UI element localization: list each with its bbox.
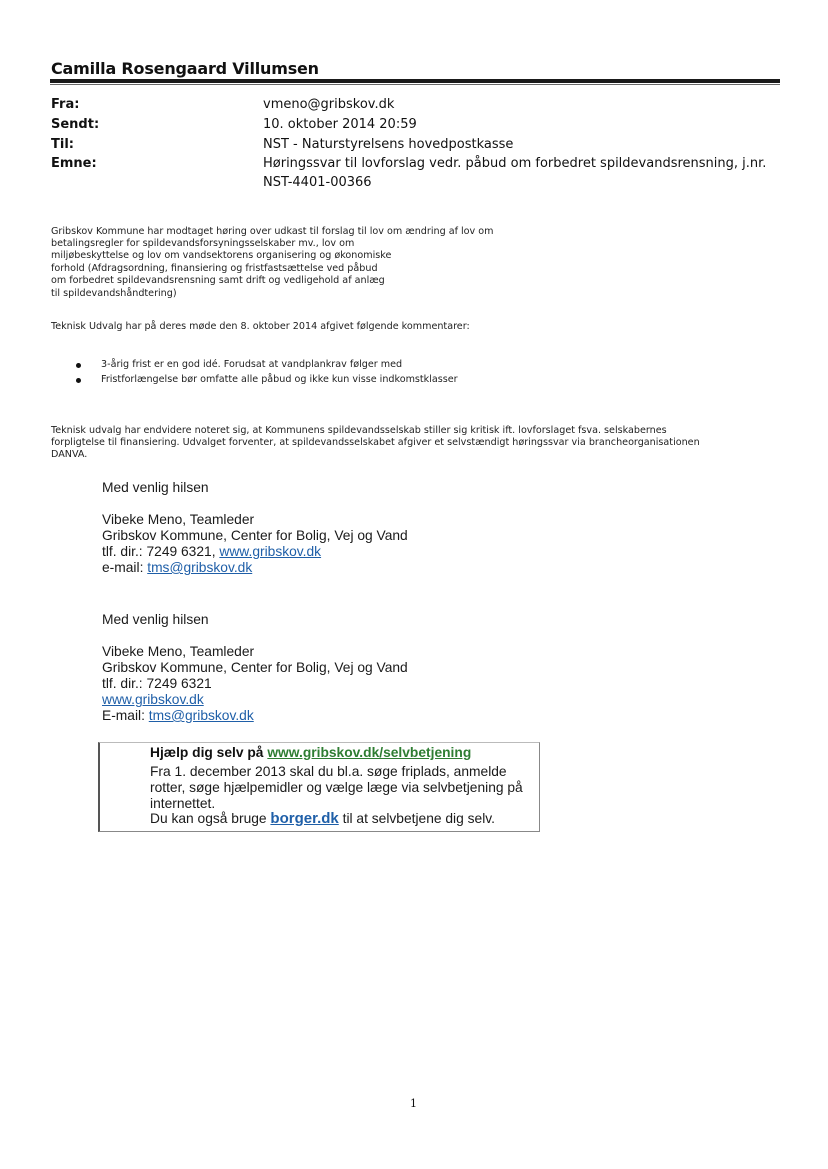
- closing-line: forpligtelse til finansiering. Udvalget forventer, at spildevandsselskabet afgiver et selvstændigt høringssvar via brancheorganisationen: [51, 437, 700, 448]
- header-rule: [50, 79, 780, 83]
- bullet-icon: [76, 363, 81, 368]
- selfservice-borger-line: [150, 810, 495, 827]
- sig2-email-label: E-mail:: [102, 708, 149, 723]
- borger-link[interactable]: borger.dk: [270, 810, 339, 827]
- intro-line: forhold (Afdragsordning, finansiering og fristfastsættelse ved påbud: [51, 263, 378, 274]
- sig1-org: Gribskov Kommune, Center for Bolig, Vej og Vand: [102, 528, 408, 543]
- sig1-email-link[interactable]: tms@gribskov.dk: [147, 560, 253, 575]
- subject-value-line2: NST-4401-00366: [263, 175, 372, 190]
- subject-value-line1: Høringssvar til lovforslag vedr. påbud om forbedret spildevandsrensning, j.nr.: [263, 156, 767, 171]
- selfservice-title: [150, 745, 471, 760]
- sent-value: 10. oktober 2014 20:59: [263, 117, 417, 132]
- sig1-phone-line: [102, 544, 321, 560]
- selfservice-line: rotter, søge hjælpemidler og vælge læge via selvbetjening på: [150, 780, 523, 795]
- sig1-phone: tlf. dir.: 7249 6321,: [102, 544, 220, 559]
- closing-line: DANVA.: [51, 449, 88, 460]
- from-value: vmeno@gribskov.dk: [263, 97, 395, 112]
- from-label: Fra:: [51, 97, 80, 112]
- intro-line: miljøbeskyttelse og lov om vandsektorens organisering og økonomiske: [51, 250, 392, 261]
- sent-label: Sendt:: [51, 117, 100, 132]
- bullet-item: Fristforlængelse bør omfatte alle påbud og ikke kun visse indkomstklasser: [101, 374, 458, 385]
- selfservice-link[interactable]: www.gribskov.dk/selvbetjening: [267, 745, 472, 760]
- closing-line: Teknisk udvalg har endvidere noteret sig, at Kommunens spildevandsselskab stiller sig kritisk ift. lovforslaget fsva. selskabernes: [51, 425, 667, 436]
- intro-line: til spildevandshåndtering): [51, 288, 177, 299]
- selfservice-line: Fra 1. december 2013 skal du bl.a. søge friplads, anmelde: [150, 764, 507, 779]
- sig1-greeting: Med venlig hilsen: [102, 480, 209, 495]
- sig2-greeting: Med venlig hilsen: [102, 612, 209, 627]
- sig2-website-line: [102, 692, 204, 708]
- selfservice-title-text: Hjælp dig selv på: [150, 745, 268, 760]
- sig2-org: Gribskov Kommune, Center for Bolig, Vej og Vand: [102, 660, 408, 675]
- sig1-email-line: [102, 560, 252, 576]
- committee-line: Teknisk Udvalg har på deres møde den 8. oktober 2014 afgivet følgende kommentarer:: [51, 321, 470, 332]
- subject-label: Emne:: [51, 156, 97, 171]
- intro-line: om forbedret spildevandsrensning samt drift og vedligehold af anlæg: [51, 275, 385, 286]
- intro-line: betalingsregler for spildevandsforsyningsselskaber mv., lov om: [51, 238, 355, 249]
- selfservice-borger-suffix: til at selvbetjene dig selv.: [338, 811, 495, 826]
- to-label: Til:: [51, 137, 74, 152]
- sig2-phone: tlf. dir.: 7249 6321: [102, 676, 212, 691]
- sig2-email-link[interactable]: tms@gribskov.dk: [148, 708, 254, 723]
- sig1-website-link[interactable]: www.gribskov.dk: [219, 544, 322, 559]
- sig1-email-label: e-mail:: [102, 560, 148, 575]
- bullet-item: 3-årig frist er en god idé. Forudsat at vandplankrav følger med: [101, 359, 403, 370]
- sig2-email-line: [102, 708, 254, 724]
- header-rule-thin: [50, 84, 780, 85]
- selfservice-borger-prefix: Du kan også bruge: [150, 811, 271, 826]
- page-number: 1: [410, 1097, 417, 1110]
- sender-name: Camilla Rosengaard Villumsen: [51, 59, 319, 78]
- sig1-name-title: Vibeke Meno, Teamleder: [102, 512, 255, 527]
- bullet-icon: [76, 378, 81, 383]
- sig2-website-link[interactable]: www.gribskov.dk: [102, 692, 204, 707]
- intro-line: Gribskov Kommune har modtaget høring over udkast til forslag til lov om ændring af lov om: [51, 226, 494, 237]
- selfservice-line: internettet.: [150, 796, 216, 811]
- to-value: NST - Naturstyrelsens hovedpostkasse: [263, 137, 514, 152]
- sig2-name-title: Vibeke Meno, Teamleder: [102, 644, 255, 659]
